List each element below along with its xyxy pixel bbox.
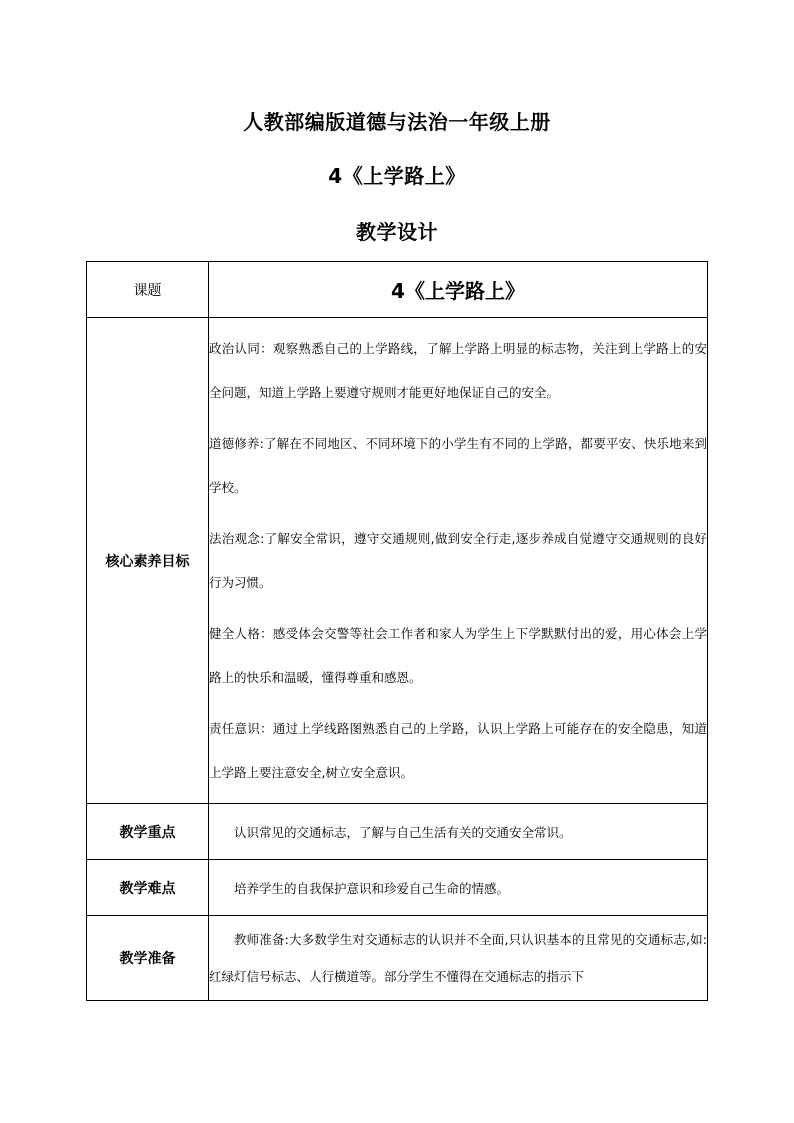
core-goals-content bbox=[209, 318, 708, 804]
goal-sound-personality: 健全人格：感受体会交警等社会工作者和家人为学生上下学默默付出的爱，用心体会上学路上的快乐和温暖，懂得尊重和感恩。 bbox=[209, 625, 707, 685]
difficulty-value: 培养学生的自我保护意识和珍爱自己生命的情感。 bbox=[209, 860, 708, 916]
document-subtitle: 教学设计 bbox=[356, 220, 438, 244]
lesson-plan-table bbox=[86, 261, 708, 1001]
core-goals-label: 核心素养目标 bbox=[87, 318, 209, 804]
table-row-difficulty bbox=[87, 860, 708, 916]
difficulty-label: 教学难点 bbox=[87, 860, 209, 916]
lesson-title: 4《上学路上》 bbox=[328, 164, 466, 188]
prep-value: 教师准备:大多数学生对交通标志的认识并不全面,只认识基本的且常见的交通标志,如:红绿灯信号标志、人行横道等。部分学生不懂得在交通标志的指示下 bbox=[209, 916, 708, 1001]
goal-rule-of-law: 法治观念:了解安全常识，遵守交通规则,做到安全行走,逐步养成自觉遵守交通规则的良好行为习惯。 bbox=[209, 530, 707, 590]
focus-value: 认识常见的交通标志，了解与自己生活有关的交通安全常识。 bbox=[209, 804, 708, 860]
document-title: 人教部编版道德与法治一年级上册 bbox=[243, 110, 551, 134]
table-row-focus bbox=[87, 804, 708, 860]
table-row-prep bbox=[87, 916, 708, 1001]
topic-value: 4《上学路上》 bbox=[209, 262, 708, 318]
goal-responsibility: 责任意识：通过上学线路图熟悉自己的上学路，认识上学路上可能存在的安全隐患，知道上学路上要注意安全,树立安全意识。 bbox=[209, 720, 707, 780]
goal-political-identity: 政治认同：观察熟悉自己的上学路线，了解上学路上明显的标志物，关注到上学路上的安全问题，知道上学路上要遵守规则才能更好地保证自己的安全。 bbox=[209, 340, 707, 400]
table-row-core-goals bbox=[87, 318, 708, 804]
goal-moral-cultivation: 道德修养:了解在不同地区、不同环境下的小学生有不同的上学路，都要平安、快乐地来到学校。 bbox=[209, 435, 707, 495]
topic-label: 课题 bbox=[87, 262, 209, 318]
focus-label: 教学重点 bbox=[87, 804, 209, 860]
prep-label: 教学准备 bbox=[87, 916, 209, 1001]
table-row-topic bbox=[87, 262, 708, 318]
